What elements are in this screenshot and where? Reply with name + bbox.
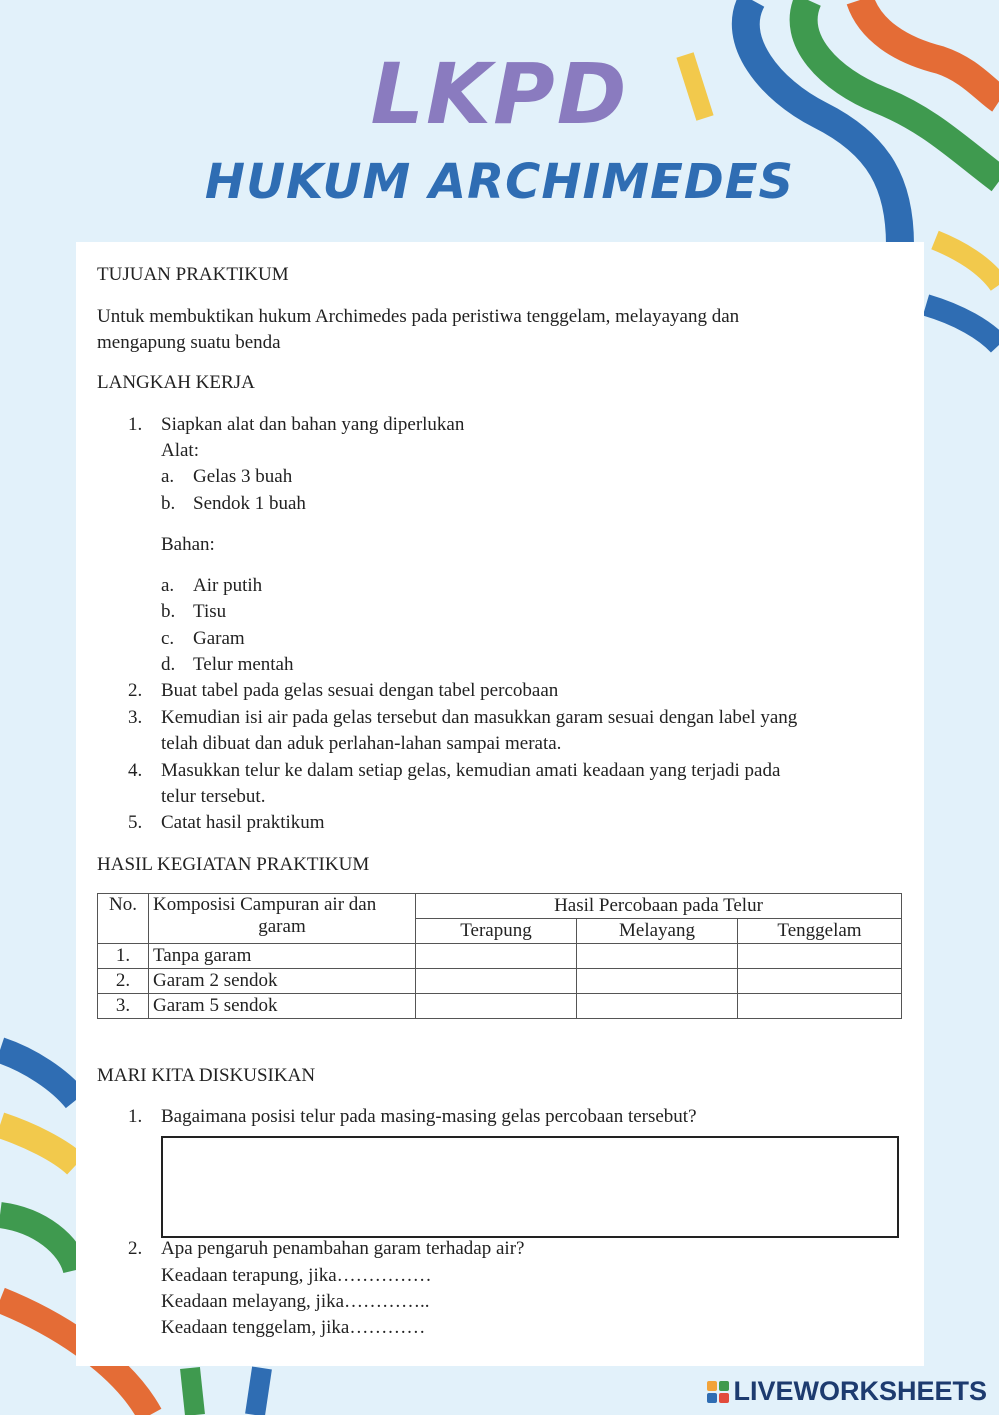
list-letter: b. xyxy=(161,601,176,622)
answer-line-melayang[interactable]: Keadaan melayang, jika………….. xyxy=(161,1291,430,1312)
yellow-wave-bottom xyxy=(0,1125,76,1165)
step-text-continued: telur tersebut. xyxy=(161,786,266,807)
cell-melayang-input[interactable] xyxy=(577,969,738,994)
step-number: 3. xyxy=(128,707,143,728)
green-stub-bottom xyxy=(190,1368,195,1415)
liveworksheets-brand: LIVEWORKSHEETS xyxy=(733,1376,987,1406)
row-no: 3. xyxy=(98,994,149,1019)
step-number: 1. xyxy=(128,414,143,435)
bahan-item: Tisu xyxy=(193,601,227,622)
cell-tenggelam-input[interactable] xyxy=(738,969,902,994)
question-number: 2. xyxy=(128,1238,143,1259)
cell-melayang-input[interactable] xyxy=(577,944,738,969)
bahan-item: Garam xyxy=(193,628,245,649)
header-melayang: Melayang xyxy=(577,919,738,944)
step-number: 4. xyxy=(128,760,143,781)
step-text: Catat hasil praktikum xyxy=(161,812,325,833)
bahan-item: Telur mentah xyxy=(193,654,294,675)
question-number: 1. xyxy=(128,1106,143,1127)
step-text: Kemudian isi air pada gelas tersebut dan masukkan garam sesuai dengan label yang xyxy=(161,707,798,728)
bahan-item: Air putih xyxy=(193,575,263,596)
row-komposisi: Garam 5 sendok xyxy=(149,994,416,1019)
question-text: Apa pengaruh penambahan garam terhadap air? xyxy=(161,1238,525,1259)
langkah-heading: LANGKAH KERJA xyxy=(97,372,255,393)
bahan-label: Bahan: xyxy=(161,534,215,555)
step-text: Buat tabel pada gelas sesuai dengan tabel percobaan xyxy=(161,680,559,701)
header-terapung: Terapung xyxy=(416,919,577,944)
alat-item: Sendok 1 buah xyxy=(193,493,306,514)
cell-terapung-input[interactable] xyxy=(416,944,577,969)
blue-wave-bottom xyxy=(0,1050,76,1100)
header-no: No. xyxy=(98,894,149,944)
step-number: 2. xyxy=(128,680,143,701)
cell-terapung-input[interactable] xyxy=(416,994,577,1019)
step-text: Masukkan telur ke dalam setiap gelas, kemudian amati keadaan yang terjadi pada xyxy=(161,760,781,781)
row-no: 2. xyxy=(98,969,149,994)
worksheet-page xyxy=(76,242,924,1366)
cell-melayang-input[interactable] xyxy=(577,994,738,1019)
worksheet-subtitle: HUKUM ARCHIMEDES xyxy=(204,154,795,210)
blue-stub-bottom xyxy=(255,1368,262,1415)
step-text-continued: telah dibuat dan aduk perlahan-lahan sampai merata. xyxy=(161,733,562,754)
list-letter: c. xyxy=(161,628,175,649)
tujuan-text-line1: Untuk membuktikan hukum Archimedes pada peristiwa tenggelam, melayayang dan xyxy=(97,306,740,327)
step-number: 5. xyxy=(128,812,143,833)
list-letter: a. xyxy=(161,466,175,487)
row-no: 1. xyxy=(98,944,149,969)
worksheet-title: LKPD xyxy=(370,45,629,143)
yellow-dash-right xyxy=(935,240,999,285)
question-text: Bagaimana posisi telur pada masing-masing gelas percobaan tersebut? xyxy=(161,1106,697,1127)
header-komposisi-line2: garam xyxy=(258,916,306,937)
liveworksheets-icon xyxy=(707,1381,729,1403)
green-wave-bottom xyxy=(0,1215,76,1270)
tujuan-heading: TUJUAN PRAKTIKUM xyxy=(97,264,289,285)
answer-line-tenggelam[interactable]: Keadaan tenggelam, jika………… xyxy=(161,1317,426,1338)
header-komposisi xyxy=(149,894,416,944)
results-table xyxy=(97,893,902,1019)
cell-terapung-input[interactable] xyxy=(416,969,577,994)
cell-tenggelam-input[interactable] xyxy=(738,944,902,969)
alat-label: Alat: xyxy=(161,440,199,461)
table-row xyxy=(98,969,902,994)
alat-item: Gelas 3 buah xyxy=(193,466,293,487)
cell-tenggelam-input[interactable] xyxy=(738,994,902,1019)
tujuan-text-line2: mengapung suatu benda xyxy=(97,332,281,353)
list-letter: a. xyxy=(161,575,175,596)
step-text: Siapkan alat dan bahan yang diperlukan xyxy=(161,414,465,435)
liveworksheets-logo[interactable] xyxy=(707,1376,987,1407)
list-letter: d. xyxy=(161,654,176,675)
answer-line-terapung[interactable]: Keadaan terapung, jika…………… xyxy=(161,1265,432,1286)
row-komposisi: Garam 2 sendok xyxy=(149,969,416,994)
diskusi-heading: MARI KITA DISKUSIKAN xyxy=(97,1065,316,1086)
header-tenggelam: Tenggelam xyxy=(738,919,902,944)
table-row xyxy=(98,944,902,969)
blue-dash-right xyxy=(926,305,999,345)
table-row xyxy=(98,994,902,1019)
answer-box-q1[interactable] xyxy=(161,1136,899,1238)
hasil-heading: HASIL KEGIATAN PRAKTIKUM xyxy=(97,854,370,875)
header-komposisi-line1: Komposisi Campuran air dan xyxy=(153,894,377,915)
header-hasil: Hasil Percobaan pada Telur xyxy=(416,894,902,919)
list-letter: b. xyxy=(161,493,176,514)
row-komposisi: Tanpa garam xyxy=(149,944,416,969)
